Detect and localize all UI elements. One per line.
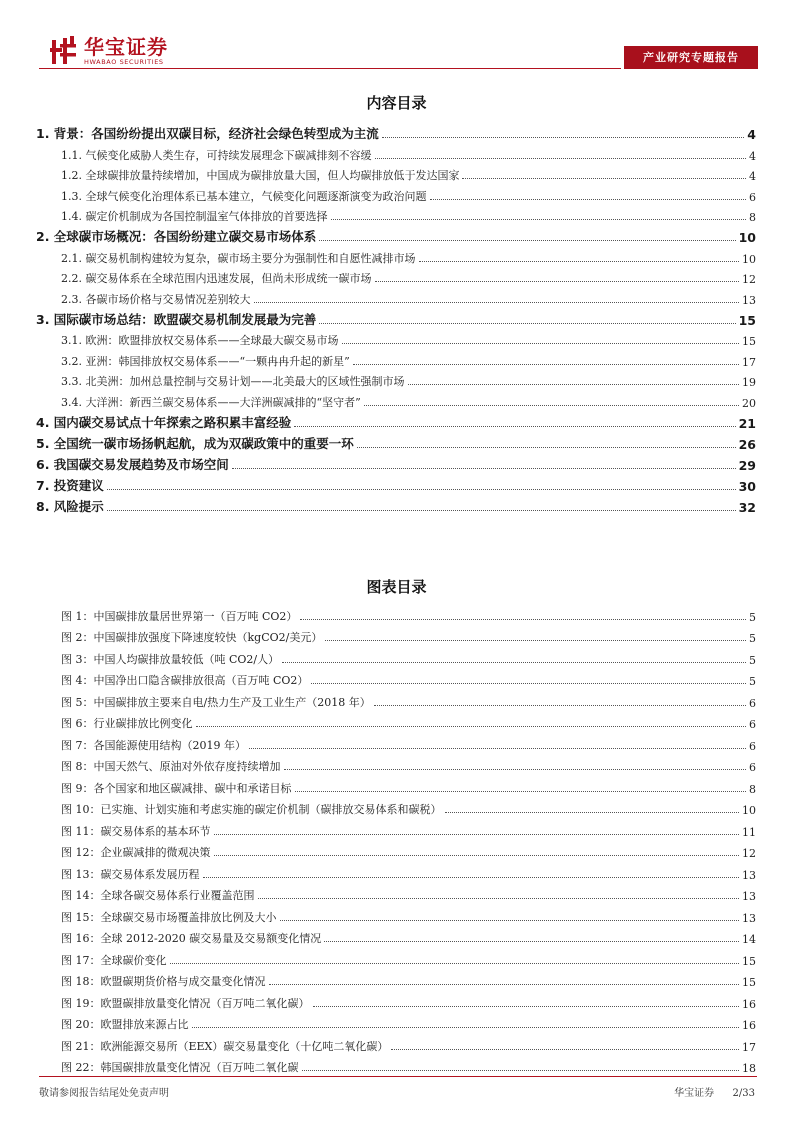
toc-entry-page: 4 bbox=[749, 149, 756, 163]
dot-leader bbox=[462, 178, 746, 179]
figure-entry[interactable] bbox=[61, 774, 756, 796]
toc-entry[interactable] bbox=[36, 494, 756, 515]
figure-entry-page: 11 bbox=[742, 825, 756, 839]
dot-leader bbox=[107, 510, 736, 511]
dot-leader bbox=[408, 384, 740, 385]
toc-entry[interactable] bbox=[36, 224, 756, 245]
figure-entry-label: 图 2：中国碳排放强度下降速度较快（kgCO2/美元） bbox=[61, 631, 323, 644]
figure-entry[interactable] bbox=[61, 989, 756, 1011]
dot-leader bbox=[357, 447, 736, 448]
toc-entry[interactable] bbox=[36, 473, 756, 494]
dot-leader bbox=[282, 662, 746, 663]
toc-entry-page: 4 bbox=[749, 170, 756, 183]
figure-entry-label: 图 11：碳交易体系的基本环节 bbox=[61, 824, 211, 838]
toc-entry[interactable] bbox=[36, 204, 756, 225]
dot-leader bbox=[374, 705, 746, 706]
figure-entry-page: 5 bbox=[749, 653, 756, 667]
figure-entry-page: 13 bbox=[742, 911, 756, 925]
figure-entry[interactable] bbox=[61, 1032, 756, 1054]
toc-entry-page: 15 bbox=[742, 335, 756, 348]
figure-entry-page: 16 bbox=[742, 1019, 756, 1032]
toc-entry-label: 3. 国际碳市场总结：欧盟碳交易机制发展最为完善 bbox=[36, 311, 317, 327]
figure-entry-page: 14 bbox=[742, 933, 756, 946]
toc-entry-label: 3.2. 亚洲：韩国排放权交易体系——“一颗冉冉升起的新星” bbox=[61, 354, 350, 368]
figure-entry-page: 15 bbox=[742, 976, 756, 989]
figure-entry-page: 13 bbox=[742, 890, 756, 903]
dot-leader bbox=[107, 489, 736, 490]
toc-entry-page: 17 bbox=[742, 355, 756, 369]
toc-title: 内容目录 bbox=[366, 94, 427, 112]
toc-entry-page: 19 bbox=[742, 376, 756, 389]
dot-leader bbox=[375, 158, 747, 159]
dot-leader bbox=[295, 791, 747, 792]
figure-entry[interactable] bbox=[61, 796, 756, 818]
figure-entry[interactable] bbox=[61, 839, 756, 861]
toc-entry-page: 10 bbox=[738, 230, 756, 245]
dot-leader bbox=[353, 364, 739, 365]
dot-leader bbox=[319, 240, 735, 241]
figure-entry[interactable] bbox=[61, 946, 756, 968]
figure-entry-label: 图 20：欧盟排放来源占比 bbox=[61, 1018, 189, 1031]
dot-leader bbox=[391, 1049, 739, 1050]
toc-entry-page: 12 bbox=[742, 273, 756, 286]
dot-leader bbox=[430, 199, 747, 200]
dot-leader bbox=[311, 683, 746, 684]
toc-entry-page: 6 bbox=[749, 190, 756, 204]
dot-leader bbox=[382, 137, 744, 138]
toc-entry[interactable] bbox=[36, 266, 756, 287]
figure-entry-label: 图 1：中国碳排放量居世界第一（百万吨 CO2） bbox=[61, 609, 298, 623]
figure-entry[interactable] bbox=[61, 860, 756, 882]
figure-entry[interactable] bbox=[61, 731, 756, 753]
figure-entry-label: 图 8：中国天然气、原油对外依存度持续增加 bbox=[61, 760, 281, 773]
report-type-tag: 产业研究专题报告 bbox=[624, 46, 758, 69]
dot-leader bbox=[196, 726, 747, 727]
figure-entry-page: 13 bbox=[742, 868, 756, 882]
dot-leader bbox=[249, 748, 746, 749]
toc-entry-label: 2. 全球碳市场概况：各国纷纷建立碳交易市场体系 bbox=[36, 229, 317, 244]
dot-leader bbox=[319, 323, 735, 324]
toc-entry-page: 10 bbox=[742, 252, 756, 266]
dot-leader bbox=[203, 877, 740, 878]
figure-entry-page: 12 bbox=[742, 847, 756, 860]
toc-entry-page: 13 bbox=[742, 293, 756, 307]
figure-entry-page: 10 bbox=[742, 804, 756, 817]
dot-leader bbox=[375, 281, 740, 282]
toc-entry[interactable] bbox=[36, 245, 756, 266]
toc-entry-label: 1.3. 全球气候变化治理体系已基本建立，气候变化问题逐渐演变为政治问题 bbox=[61, 189, 427, 203]
figure-entry[interactable] bbox=[61, 1011, 756, 1033]
figure-entry[interactable] bbox=[61, 753, 756, 775]
toc-entry-label: 2.2. 碳交易体系在全球范围内迅速发展，但尚未形成统一碳市场 bbox=[61, 272, 372, 285]
footer-company: 华宝证券 bbox=[674, 1088, 715, 1099]
toc-entry-page: 30 bbox=[738, 478, 756, 494]
toc-entry[interactable] bbox=[36, 286, 756, 307]
toc-entry-page: 21 bbox=[738, 415, 756, 431]
dot-leader bbox=[258, 898, 740, 899]
figure-entry[interactable] bbox=[61, 882, 756, 904]
figure-entry[interactable] bbox=[61, 968, 756, 990]
dot-leader bbox=[324, 941, 739, 942]
figure-entry-page: 6 bbox=[749, 718, 756, 731]
figure-entry-label: 图 14：全球各碳交易体系行业覆盖范围 bbox=[61, 889, 255, 902]
figure-entry-label: 图 12：企业碳减排的微观决策 bbox=[61, 846, 211, 859]
dot-leader bbox=[280, 920, 740, 921]
toc-entry-page: 8 bbox=[749, 211, 756, 224]
figure-entry[interactable] bbox=[61, 710, 756, 732]
figure-entry[interactable] bbox=[61, 688, 756, 710]
figure-entry[interactable] bbox=[61, 602, 756, 624]
toc-entry-label: 4. 国内碳交易试点十年探索之路积累丰富经验 bbox=[36, 414, 292, 430]
toc-entry-label: 6. 我国碳交易发展趋势及市场空间 bbox=[36, 456, 229, 472]
toc-entry[interactable] bbox=[36, 389, 756, 410]
figures-list bbox=[61, 602, 756, 1075]
figure-entry[interactable] bbox=[61, 667, 756, 689]
toc-entry-page: 4 bbox=[747, 127, 756, 142]
dot-leader bbox=[419, 261, 740, 262]
figure-entry-label: 图 9：各个国家和地区碳减排、碳中和承诺目标 bbox=[61, 781, 292, 795]
figure-entry-page: 15 bbox=[742, 954, 756, 968]
toc-entry[interactable] bbox=[36, 369, 756, 390]
figure-entry-label: 图 22：韩国碳排放量变化情况（百万吨二氧化碳 bbox=[61, 1061, 299, 1074]
dot-leader bbox=[300, 619, 746, 620]
dot-leader bbox=[294, 426, 735, 427]
dot-leader bbox=[342, 343, 740, 344]
toc-entry-label: 1. 背景：各国纷纷提出双碳目标，经济社会绿色转型成为主流 bbox=[36, 126, 379, 141]
toc-entry[interactable] bbox=[36, 183, 756, 204]
figure-entry-label: 图 13：碳交易体系发展历程 bbox=[61, 867, 200, 881]
toc-entry-label: 3.3. 北美洲：加州总量控制与交易计划——北美最大的区域性强制市场 bbox=[61, 375, 405, 388]
dot-leader bbox=[192, 1027, 740, 1028]
figure-entry-page: 6 bbox=[749, 761, 756, 774]
figure-entry-page: 18 bbox=[742, 1062, 756, 1075]
toc-entry-label: 1.4. 碳定价机制成为各国控制温室气体排放的首要选择 bbox=[61, 210, 328, 223]
toc-entry[interactable] bbox=[36, 307, 756, 328]
figure-entry-label: 图 15：全球碳交易市场覆盖排放比例及大小 bbox=[61, 910, 277, 924]
dot-leader bbox=[364, 405, 739, 406]
logo-chinese-name: 华宝证券 bbox=[84, 35, 168, 59]
toc-entry-label: 3.4. 大洋洲：新西兰碳交易体系——大洋洲碳减排的“坚守者” bbox=[61, 395, 361, 409]
figure-entry-label: 图 17：全球碳价变化 bbox=[61, 953, 167, 967]
toc-entry-page: 20 bbox=[742, 396, 756, 410]
dot-leader bbox=[302, 1070, 740, 1071]
table-of-contents bbox=[36, 121, 756, 515]
figure-entry[interactable] bbox=[61, 624, 756, 646]
company-logo bbox=[50, 36, 168, 66]
dot-leader bbox=[269, 984, 740, 985]
figure-entry[interactable] bbox=[61, 817, 756, 839]
toc-entry[interactable] bbox=[36, 163, 756, 184]
figure-entry[interactable] bbox=[61, 903, 756, 925]
figure-entry-page: 17 bbox=[742, 1040, 756, 1054]
figure-entry-label: 图 5：中国碳排放主要来自电/热力生产及工业生产（2018 年） bbox=[61, 695, 371, 709]
figure-entry-page: 5 bbox=[749, 610, 756, 624]
figure-entry-label: 图 3：中国人均碳排放量较低（吨 CO2/人） bbox=[61, 652, 280, 666]
dot-leader bbox=[313, 1006, 740, 1007]
figure-entry-label: 图 19：欧盟碳排放量变化情况（百万吨二氧化碳） bbox=[61, 996, 310, 1010]
logo-english-name: HWABAO SECURITIES bbox=[84, 58, 164, 66]
toc-entry-page: 26 bbox=[738, 436, 756, 452]
figures-toc-title: 图表目录 bbox=[366, 578, 427, 596]
figure-entry[interactable] bbox=[61, 1054, 756, 1076]
toc-entry[interactable] bbox=[36, 431, 756, 452]
figure-entry-page: 16 bbox=[742, 997, 756, 1011]
toc-entry-label: 5. 全国统一碳市场扬帆起航，成为双碳政策中的重要一环 bbox=[36, 435, 354, 451]
toc-entry-page: 32 bbox=[738, 499, 756, 515]
footer-page-info bbox=[674, 1084, 755, 1099]
figure-entry-page: 8 bbox=[749, 782, 756, 796]
toc-entry-page: 29 bbox=[738, 457, 756, 473]
footer-divider bbox=[39, 1076, 757, 1077]
figure-entry[interactable] bbox=[61, 645, 756, 667]
dot-leader bbox=[254, 302, 740, 303]
dot-leader bbox=[445, 812, 740, 813]
figure-entry-label: 图 6：行业碳排放比例变化 bbox=[61, 717, 193, 730]
dot-leader bbox=[214, 834, 740, 835]
figure-entry-label: 图 4：中国净出口隐含碳排放很高（百万吨 CO2） bbox=[61, 674, 309, 687]
figure-entry-page: 6 bbox=[749, 739, 756, 753]
toc-entry[interactable] bbox=[36, 452, 756, 473]
figure-entry-label: 图 18：欧盟碳期货价格与成交量变化情况 bbox=[61, 975, 266, 988]
toc-entry-label: 1.2. 全球碳排放量持续增加，中国成为碳排放量大国，但人均碳排放低于发达国家 bbox=[61, 169, 460, 182]
toc-entry-label: 1.1. 气候变化威胁人类生存，可持续发展理念下碳减排刻不容缓 bbox=[61, 148, 372, 162]
dot-leader bbox=[170, 963, 740, 964]
dot-leader bbox=[331, 219, 747, 220]
toc-entry-label: 3.1. 欧洲：欧盟排放权交易体系——全球最大碳交易市场 bbox=[61, 334, 339, 347]
footer-page-number: 2/33 bbox=[732, 1088, 755, 1099]
toc-entry-label: 2.1. 碳交易机制构建较为复杂，碳市场主要分为强制性和自愿性减排市场 bbox=[61, 251, 416, 265]
toc-entry[interactable] bbox=[36, 348, 756, 369]
footer-disclaimer: 敬请参阅报告结尾处免责声明 bbox=[39, 1088, 169, 1099]
hwabao-logo-icon bbox=[50, 36, 78, 66]
dot-leader bbox=[284, 769, 747, 770]
figure-entry-label: 图 10：已实施、计划实施和考虑实施的碳定价机制（碳排放交易体系和碳税） bbox=[61, 803, 442, 816]
toc-entry[interactable] bbox=[36, 142, 756, 163]
header-divider bbox=[39, 68, 621, 69]
figure-entry-label: 图 7：各国能源使用结构（2019 年） bbox=[61, 738, 246, 752]
figure-entry-page: 6 bbox=[749, 696, 756, 710]
figure-entry-label: 图 21：欧洲能源交易所（EEX）碳交易量变化（十亿吨二氧化碳） bbox=[61, 1039, 389, 1053]
toc-entry-label: 2.3. 各碳市场价格与交易情况差别较大 bbox=[61, 292, 251, 306]
toc-entry[interactable] bbox=[36, 121, 756, 142]
dot-leader bbox=[325, 640, 746, 641]
toc-entry[interactable] bbox=[36, 410, 756, 431]
figure-entry-label: 图 16：全球 2012-2020 碳交易量及交易额变化情况 bbox=[61, 932, 322, 945]
dot-leader bbox=[214, 855, 740, 856]
toc-entry-page: 15 bbox=[738, 312, 756, 328]
figure-entry-page: 5 bbox=[749, 632, 756, 645]
page-header bbox=[0, 0, 793, 80]
toc-entry-label: 8. 风险提示 bbox=[36, 498, 104, 514]
toc-entry[interactable] bbox=[36, 328, 756, 349]
figure-entry[interactable] bbox=[61, 925, 756, 947]
dot-leader bbox=[232, 468, 736, 469]
figure-entry-page: 5 bbox=[749, 675, 756, 688]
toc-entry-label: 7. 投资建议 bbox=[36, 477, 104, 493]
